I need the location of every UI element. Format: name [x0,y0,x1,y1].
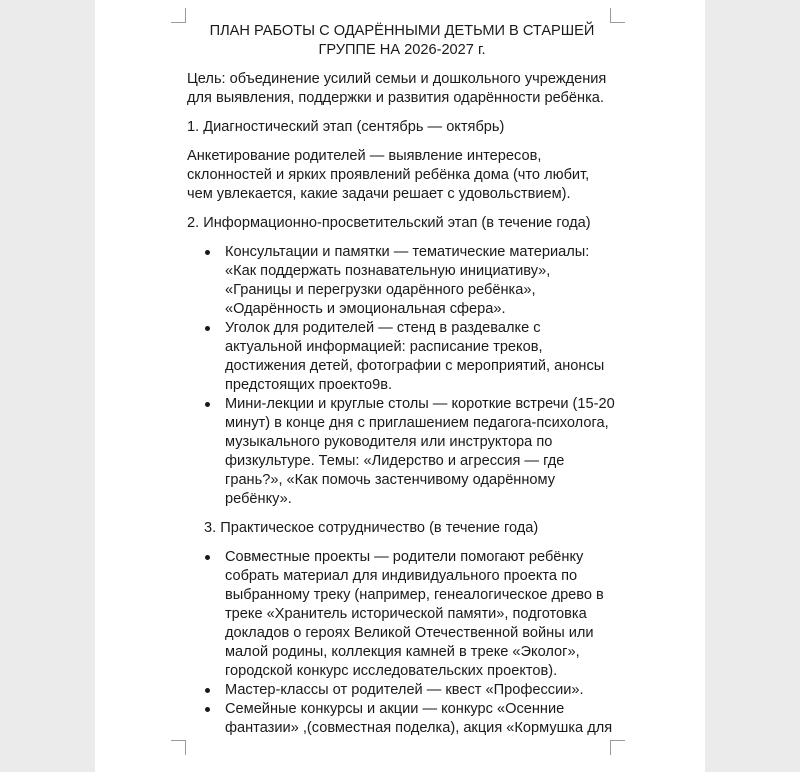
document-title: ПЛАН РАБОТЫ С ОДАРЁННЫМИ ДЕТЬМИ В СТАРШЕЙ ГРУППЕ НА 2026-2027 г. [209,23,595,58]
section-heading-diagnostic: 1. Диагностический этап (сентябрь — октябрь) [187,119,505,135]
list-item: Мини-лекции и круглые столы — короткие встречи (15-20 минут) в конце дня с приглашением педагога-психолога, музыкального руководителя или инструктора по физкультуре. Темы: «Лидерство и агрессия — где грань?», «Как помочь застенчивому одарённому ребёнку». [187,395,617,509]
goal-paragraph: Цель: объединение усилий семьи и дошкольного учреждения для выявления, поддержки и развития одарённости ребёнка. [187,71,607,106]
list-item: Уголок для родителей — стенд в раздевалке с актуальной информацией: расписание треков, достижения детей, фотографии с мероприятий, анонсы предстоящих проекто9в. [187,319,617,395]
section-paragraph-diagnostic: Анкетирование родителей — выявление интересов, склонностей и ярких проявлений ребёнка дома (что любит, чем увлекается, какие задачи решает с удовольствием). [187,148,590,202]
list-item: Консультации и памятки — тематические материалы: «Как поддержать познавательную инициативу», «Границы и перегрузки одарённого ребёнка», «Одарённость и эмоциональная сфера». [187,243,617,319]
bullet-list-informational [187,243,617,509]
section-heading-practical: 3. Практическое сотрудничество (в течение года) [204,520,539,536]
list-item: Мастер-классы от родителей — квест «Профессии». [187,681,617,700]
crop-mark-bottom-left [171,740,186,755]
list-item: Семейные конкурсы и акции — конкурс «Осенние фантазии» ,(совместная поделка), акция «Кормушка для [187,700,617,738]
crop-mark-top-left [171,8,186,23]
section-heading-informational: 2. Информационно-просветительский этап (в течение года) [187,215,591,231]
bullet-list-practical [187,548,617,738]
list-item: Совместные проекты — родители помогают ребёнку собрать материал для индивидуального проекта по выбранному треку (например, генеалогическое древо в треке «Хранитель исторической памяти», подготовка докладов о героях Великой Отечественной войны или малой родины, коллекция камней в треке «Эколог», городской конкурс исследовательских проектов). [187,548,617,681]
document-page [95,0,705,772]
document-body [187,22,617,748]
crop-mark-top-right [610,8,625,23]
